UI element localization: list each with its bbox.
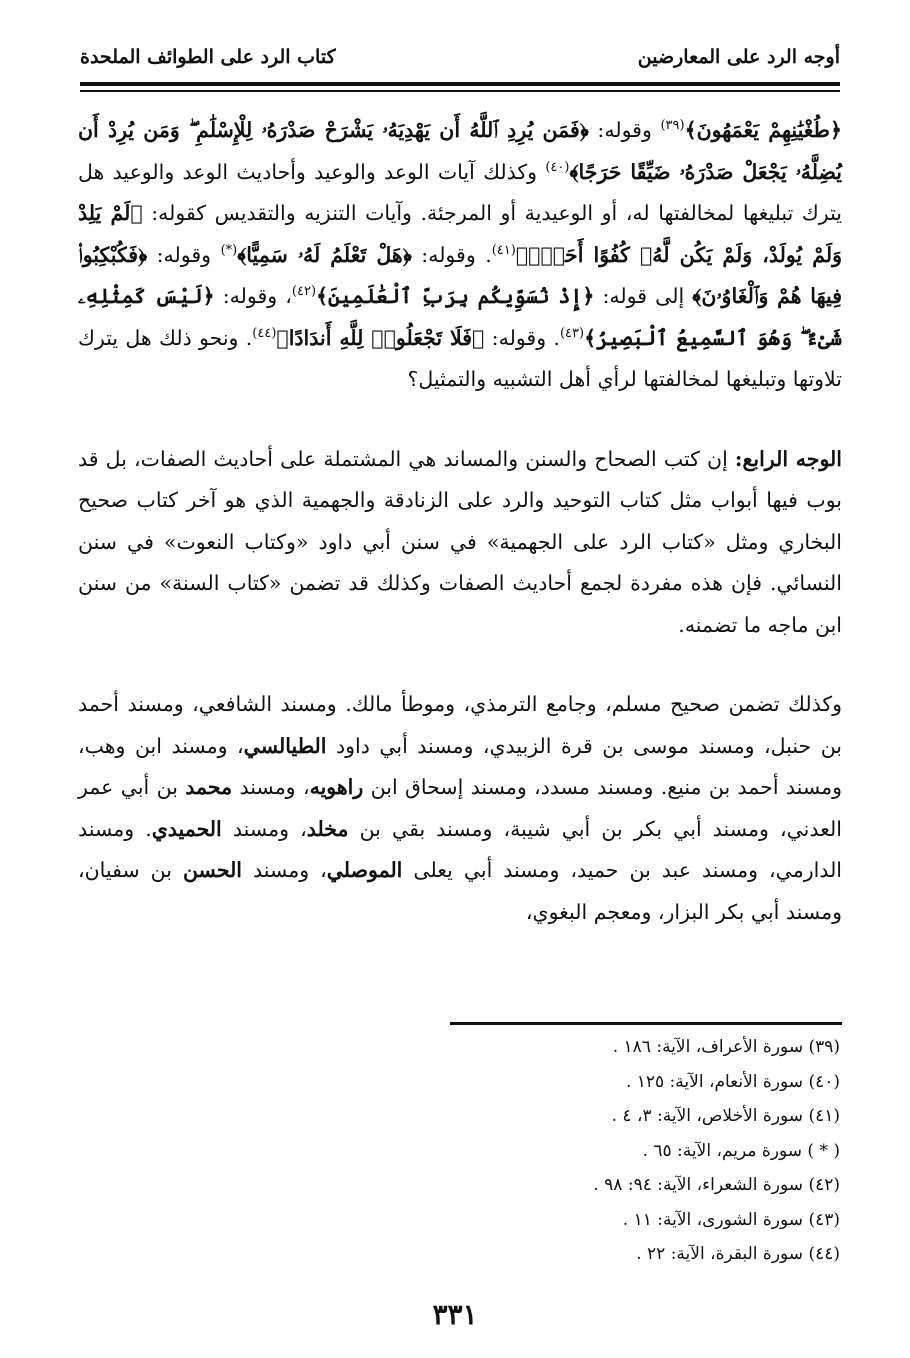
text-segment: بن سفيان، ومسند أبي بكر البزار، ومعجم البغوي، bbox=[78, 858, 842, 924]
text-segment: بن أبي عمر العدني، ومسند أبي بكر بن أبي شيبة، ومسند بقي بن bbox=[78, 775, 842, 841]
footnote: ( * ) سورة مريم، الآية: ٦٥ . bbox=[642, 1140, 840, 1161]
footnote-ref: (٤٢) bbox=[291, 284, 317, 300]
header-rule-thick bbox=[80, 82, 840, 86]
footnote-ref: (٤٠) bbox=[545, 159, 570, 175]
footnote-ref: (٤٣) bbox=[559, 325, 585, 341]
footnote-ref: (٣٩) bbox=[660, 118, 685, 134]
running-header bbox=[80, 40, 840, 80]
bold-name: محمد bbox=[185, 775, 233, 799]
quran-verse: ﴿هَلْ تَعْلَمُ لَهُۥ سَمِيًّا﴾ bbox=[237, 242, 412, 267]
text-segment: . وقوله: bbox=[484, 325, 560, 350]
quran-verse: ﴿لَمْ يَلِدْ وَلَمْ يُولَدْ، وَلَمْ يَكُن لَّهُۥ كُفُوًا أَحَدٌۢ﴾ bbox=[78, 201, 843, 267]
quran-verse: ﴿إِذْ نُسَوِّيكُم بِرَبِّ ٱلْعَٰلَمِينَ﴾ bbox=[316, 284, 595, 308]
text-segment: . ونحو ذلك هل يترك تلاوتها وتبليغها لمخالفتها لرأي أهل التشبيه والتمثيل؟ bbox=[78, 325, 842, 391]
footnote-ref: (٤٤) bbox=[252, 325, 277, 341]
footnote: (٤٤) سورة البقرة، الآية: ٢٢ . bbox=[636, 1244, 840, 1264]
paragraph-fourth-aspect bbox=[78, 439, 842, 647]
bold-name: الموصلي bbox=[326, 858, 403, 882]
footnote: (٤٢) سورة الشعراء، الآية: ٩٤: ٩٨ . bbox=[593, 1175, 840, 1195]
text-segment: وكذلك تضمن صحيح مسلم، وجامع الترمذي، وموطأ مالك. ومسند الشافعي، ومسند أحمد بن حنبل، ومسند موسى بن قرة الزبيدي، ومسند أبي داود bbox=[78, 692, 843, 758]
quran-verse: ﴿لَيْسَ كَمِثْلِهِۦ شَىْءٌ ۖ وَهُوَ ٱلسَّمِيعُ ٱلْبَصِيرُ﴾ bbox=[78, 284, 842, 350]
chapter-title: أوجه الرد على المعارضين bbox=[637, 46, 840, 68]
text-segment: ، ومسند ابن وهب، ومسند أحمد بن منيع. ومسند مسدد، ومسند إسحاق ابن bbox=[78, 733, 842, 799]
main-text bbox=[78, 110, 842, 933]
quran-verse: ﴿فَلَا تَجْعَلُوا۟ لِلَّهِ أَندَادًا﴾ bbox=[276, 325, 485, 350]
bold-name: الطيالسي bbox=[243, 733, 327, 758]
quran-verse: ﴿فَكُبْكِبُوا۟ فِيهَا هُمْ وَٱلْغَاوُۥنَ﴾ bbox=[78, 242, 842, 308]
text-segment: وقوله: bbox=[588, 118, 661, 142]
text-segment: ، ومسند bbox=[232, 775, 310, 799]
quran-verse: ﴿طُغْيَٰنِهِمْ يَعْمَهُونَ﴾ bbox=[684, 118, 843, 142]
text-segment: إلى قوله: bbox=[594, 284, 693, 308]
footnote: (٤١) سورة الأخلاص، الآية: ٣، ٤ . bbox=[611, 1106, 840, 1126]
text-segment: . ومسند الدارمي، ومسند عبد بن حميد، ومسند أبي يعلى bbox=[78, 816, 843, 882]
bold-name: مخلد bbox=[306, 816, 349, 841]
footnote: (٣٩) سورة الأعراف، الآية: ١٨٦ . bbox=[612, 1037, 840, 1057]
bold-name: راهويه bbox=[309, 775, 364, 799]
text-segment: ، وقوله: bbox=[214, 284, 292, 308]
quran-verse: ﴿فَمَن يُرِدِ ٱللَّهُ أَن يَهْدِيَهُۥ يَشْرَحْ صَدْرَهُۥ لِلْإِسْلَٰمِ ۖ وَمَن يُرِدْ أَن يُضِلَّهُۥ يَجْعَلْ صَدْرَهُۥ ضَيِّقًا حَرَجًا﴾ bbox=[78, 118, 842, 184]
paragraph-musnads bbox=[78, 684, 842, 933]
text-segment: . وقوله: bbox=[411, 242, 492, 267]
footnotes bbox=[420, 1030, 840, 1272]
bold-name: الحميدي bbox=[151, 816, 222, 841]
book-title: كتاب الرد على الطوائف الملحدة bbox=[80, 46, 336, 68]
page-number: ٣٣١ bbox=[432, 1298, 478, 1331]
footnote-ref: (*) bbox=[220, 242, 238, 258]
text-segment: إن كتب الصحاح والسنن والمساند هي المشتملة على أحاديث الصفات، بل قد بوب فيها أبواب مثل كتاب التوحيد والرد على الزنادقة والجهمية الذي هو آخر كتاب صحيح البخاري ومثل «كتاب الرد على الجهمية» في سنن أبي داود «وكتاب النعوت» في سنن النسائي. فإن هذه مفردة لجمع أحاديث الصفات وكذلك قد تضمن «كتاب السنة» من سنن ابن ماجه ما تضمنه. bbox=[78, 446, 842, 637]
paragraph-verses bbox=[78, 110, 842, 401]
text-segment: وكذلك آيات الوعد والوعيد وأحاديث الوعد والوعيد هل يترك تبليغها لمخالفتها له، أو الوعيدية أو المرجئة. وآيات التنزيه والتقديس كقوله: bbox=[78, 159, 842, 225]
footnote-ref: (٤١) bbox=[491, 242, 516, 258]
footnote: (٤٣) سورة الشورى، الآية: ١١ . bbox=[622, 1209, 840, 1230]
text-segment: ، ومسند bbox=[221, 816, 307, 841]
header-rule-thin bbox=[80, 90, 840, 92]
bold-name: الحسن bbox=[182, 858, 243, 882]
footnote-rule bbox=[450, 1022, 842, 1025]
paragraph-lead: الوجه الرابع: bbox=[734, 446, 842, 471]
text-segment: ، ومسند bbox=[242, 858, 327, 882]
text-segment: وقوله: bbox=[147, 242, 221, 267]
footnote: (٤٠) سورة الأنعام، الآية: ١٢٥ . bbox=[625, 1071, 840, 1092]
